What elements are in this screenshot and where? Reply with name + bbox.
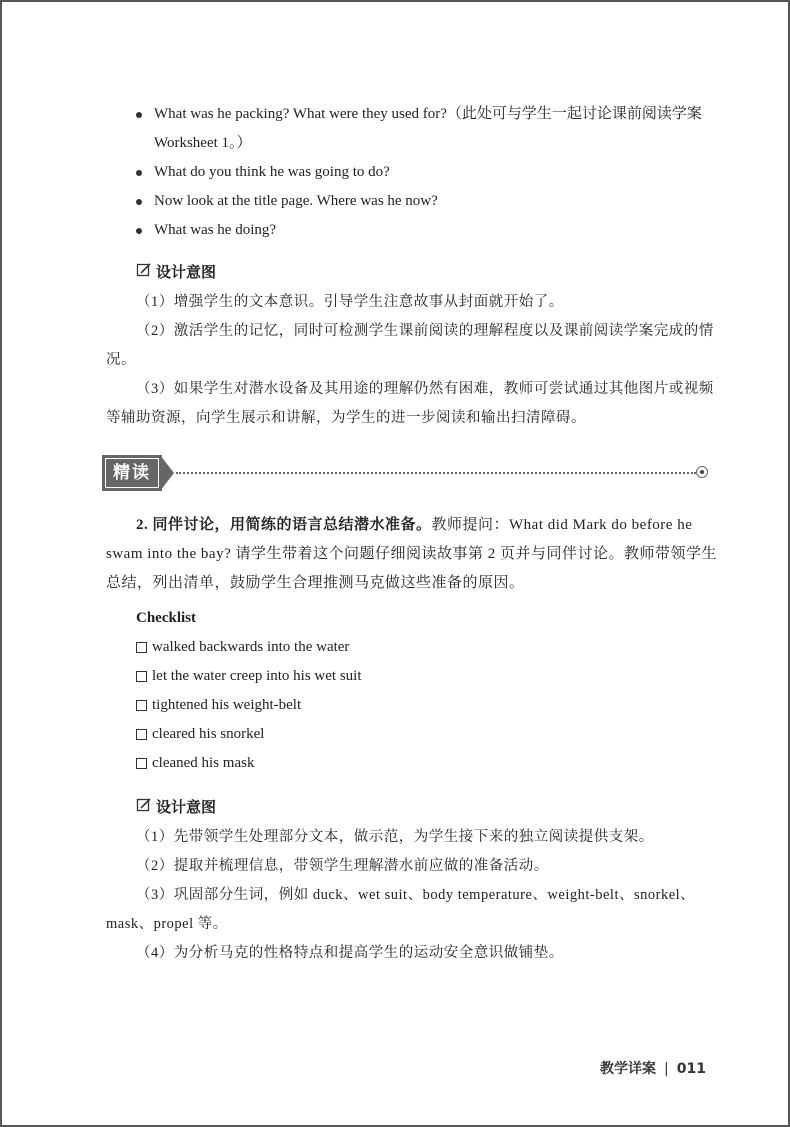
list-item: What was he packing? What were they used for?（此处可与学生一起讨论课前阅读学案 Worksheet 1。） bbox=[106, 100, 718, 158]
task-text: 教师提问：What did Mark do before he swam into the bay? 请学生带着这个问题仔细阅读故事第 2 页并与同伴讨论。教师带领学生总结，列出清单，鼓励学生合理推测马克做这些准备的原因。 bbox=[106, 517, 717, 591]
checkbox-icon bbox=[136, 758, 147, 769]
page-number: 011 bbox=[676, 1061, 706, 1077]
banner-dotted-line bbox=[176, 472, 696, 474]
task-paragraph bbox=[106, 511, 718, 598]
banner-end-circle-icon bbox=[696, 466, 708, 478]
design-intent-heading: 设计意图 bbox=[106, 796, 718, 817]
checklist-item: cleared his snorkel bbox=[136, 720, 718, 749]
bullet-icon bbox=[136, 112, 142, 118]
checklist-item: tightened his weight-belt bbox=[136, 691, 718, 720]
banner-arrow bbox=[160, 455, 174, 491]
design-intent-paragraph: （1）增强学生的文本意识。引导学生注意故事从封面就开始了。 bbox=[136, 294, 564, 310]
page-footer bbox=[600, 1058, 706, 1078]
design-intent-paragraph: （4）为分析马克的性格特点和提高学生的运动安全意识做铺垫。 bbox=[136, 945, 564, 961]
checklist-item: walked backwards into the water bbox=[136, 633, 718, 662]
task-heading: 2. 同伴讨论，用简练的语言总结潜水准备。 bbox=[136, 517, 432, 533]
design-intent-paragraph: （3）巩固部分生词，例如 duck、wet suit、body temperature、weight-belt、snorkel、mask、propel 等。 bbox=[106, 887, 696, 932]
checklist-item: let the water creep into his wet suit bbox=[136, 662, 718, 691]
design-intent-paragraph: （3）如果学生对潜水设备及其用途的理解仍然有困难，教师可尝试通过其他图片或视频等辅助资源，向学生展示和讲解，为学生的进一步阅读和输出扫清障碍。 bbox=[106, 381, 714, 426]
checkbox-icon bbox=[136, 700, 147, 711]
bullet-icon bbox=[136, 228, 142, 234]
banner-label: 精读 bbox=[102, 455, 162, 491]
design-intent-paragraph: （1）先带领学生处理部分文本，做示范，为学生接下来的独立阅读提供支架。 bbox=[136, 829, 654, 845]
footer-label: 教学详案 bbox=[600, 1061, 656, 1077]
checkbox-icon bbox=[136, 729, 147, 740]
checklist-item: cleaned his mask bbox=[136, 749, 718, 778]
bullet-icon bbox=[136, 170, 142, 176]
list-item: What do you think he was going to do? bbox=[106, 158, 718, 187]
page-content bbox=[106, 100, 718, 968]
edit-note-icon bbox=[136, 797, 152, 817]
checklist-title: Checklist bbox=[136, 610, 196, 626]
list-item: Now look at the title page. Where was he now? bbox=[106, 187, 718, 216]
design-intent-heading: 设计意图 bbox=[106, 261, 718, 282]
edit-note-icon bbox=[136, 262, 152, 282]
checkbox-icon bbox=[136, 642, 147, 653]
footer-separator: | bbox=[664, 1061, 669, 1077]
design-intent-paragraph: （2）激活学生的记忆，同时可检测学生课前阅读的理解程度以及课前阅读学案完成的情况。 bbox=[106, 323, 714, 368]
section-banner bbox=[102, 455, 718, 495]
bullet-icon bbox=[136, 199, 142, 205]
checklist bbox=[136, 633, 718, 778]
design-intent-paragraph: （2）提取并梳理信息，带领学生理解潜水前应做的准备活动。 bbox=[136, 858, 549, 874]
list-item: What was he doing? bbox=[106, 216, 718, 245]
question-list bbox=[106, 100, 718, 245]
checkbox-icon bbox=[136, 671, 147, 682]
